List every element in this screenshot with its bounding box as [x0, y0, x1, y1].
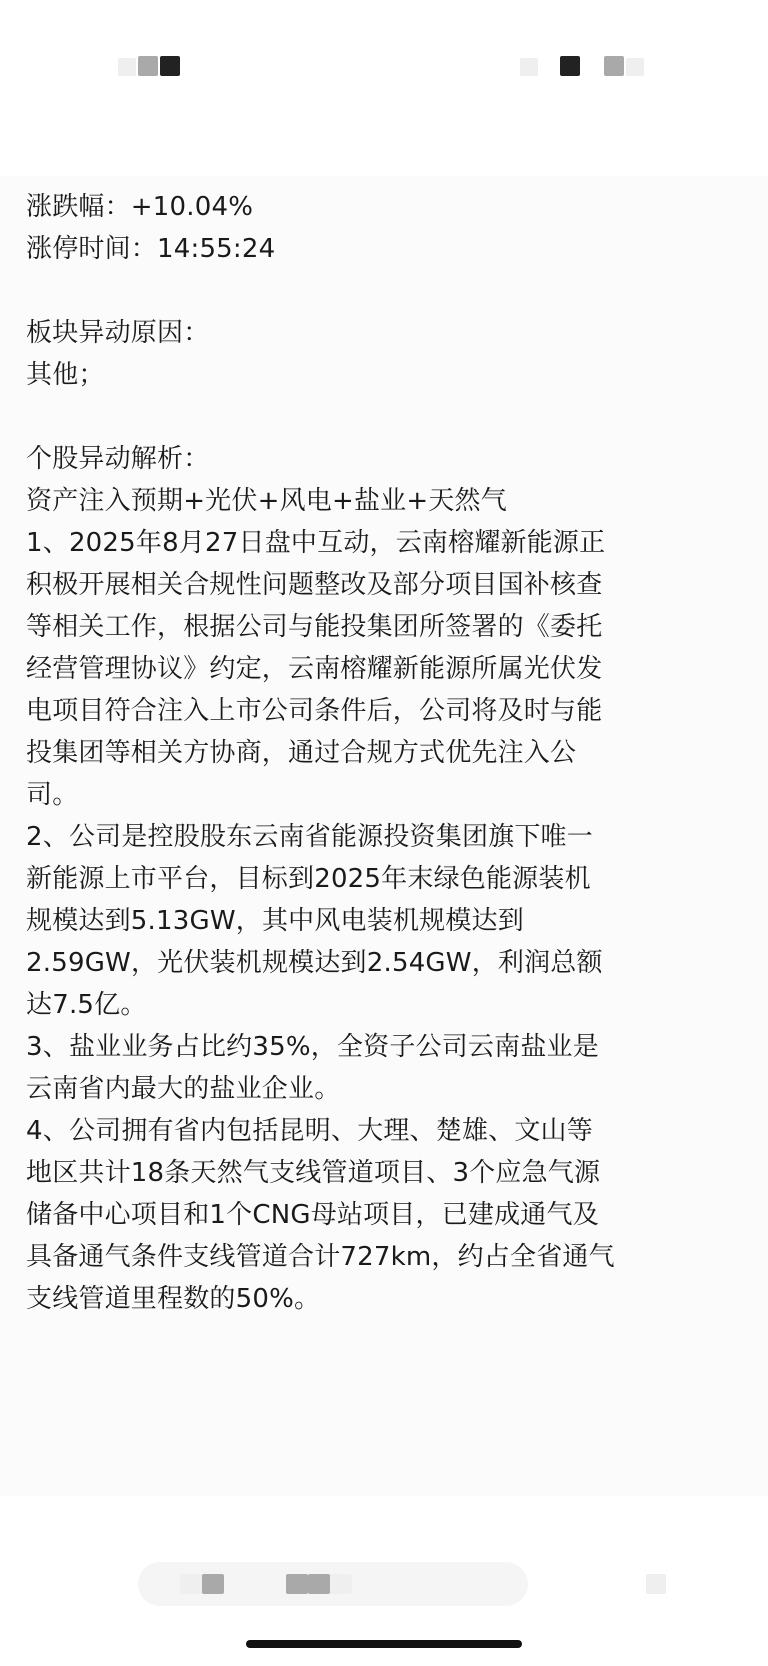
- paragraph-1-line-4: 经营管理协议》约定，云南榕耀新能源所属光伏发: [26, 654, 603, 684]
- bottom-blur-6: [646, 1574, 666, 1594]
- spacer-1: [26, 270, 746, 312]
- bottom-blur-3: [286, 1574, 308, 1594]
- paragraph-2-line-2: 新能源上市平台，目标到2025年末绿色能源装机: [26, 864, 591, 894]
- paragraph-4-line-5: 支线管道里程数的50%。: [26, 1284, 321, 1314]
- price-change-line: 涨跌幅：+10.04%: [26, 192, 254, 222]
- paragraph-3-line-2: 云南省内最大的盐业企业。: [26, 1074, 341, 1104]
- paragraph-3-line-1: 3、盐业业务占比约35%，全资子公司云南盐业是: [26, 1032, 599, 1062]
- paragraph-4-line-1: 4、公司拥有省内包括昆明、大理、楚雄、文山等: [26, 1116, 593, 1146]
- status-right-blur-3: [604, 56, 624, 76]
- paragraph-4-line-4: 具备通气条件支线管道合计727km，约占全省通气: [26, 1242, 615, 1272]
- bottom-blur-1: [180, 1574, 202, 1594]
- spacer-2: [26, 396, 746, 438]
- paragraph-4-line-3: 储备中心项目和1个CNG母站项目，已建成通气及: [26, 1200, 599, 1230]
- paragraph-2-line-3: 规模达到5.13GW，其中风电装机规模达到: [26, 906, 524, 936]
- bottom-blur-4: [308, 1574, 330, 1594]
- paragraph-1-line-2: 积极开展相关合规性问题整改及部分项目国补核查: [26, 570, 603, 600]
- paragraph-1-line-5: 电项目符合注入上市公司条件后，公司将及时与能: [26, 696, 603, 726]
- bottom-blur-2: [202, 1574, 224, 1594]
- status-left-blur-3: [160, 56, 180, 76]
- paragraph-1-line-7: 司。: [26, 780, 79, 810]
- status-left-blur-2: [138, 56, 158, 76]
- stock-analysis-summary: 资产注入预期+光伏+风电+盐业+天然气: [26, 486, 507, 516]
- sector-reason-title: 板块异动原因：: [26, 318, 210, 348]
- paragraph-2-line-5: 达7.5亿。: [26, 990, 147, 1020]
- paragraph-1-line-3: 等相关工作，根据公司与能投集团所签署的《委托: [26, 612, 603, 642]
- status-right-blur-1: [520, 58, 538, 76]
- nav-header: [0, 118, 768, 177]
- bottom-blur-5: [330, 1574, 352, 1594]
- paragraph-2-line-4: 2.59GW，光伏装机规模达到2.54GW，利润总额: [26, 948, 603, 978]
- status-right-blur-2: [560, 56, 580, 76]
- paragraph-1-line-6: 投集团等相关方协商，通过合规方式优先注入公: [26, 738, 577, 768]
- limit-up-time-line: 涨停时间：14:55:24: [26, 234, 276, 264]
- paragraph-2-line-1: 2、公司是控股股东云南省能源投资集团旗下唯一: [26, 822, 593, 852]
- sector-reason-value: 其他；: [26, 360, 105, 390]
- paragraph-1-line-1: 1、2025年8月27日盘中互动，云南榕耀新能源正: [26, 528, 606, 558]
- status-right-blur-4: [626, 58, 644, 76]
- message-content: [0, 176, 768, 1496]
- stock-analysis-title: 个股异动解析：: [26, 444, 210, 474]
- paragraph-4-line-2: 地区共计18条天然气支线管道项目、3个应急气源: [26, 1158, 601, 1188]
- status-bar: [0, 0, 768, 118]
- home-indicator: [246, 1640, 522, 1648]
- status-left-blur-1: [118, 58, 136, 76]
- analysis-text: [26, 186, 746, 1320]
